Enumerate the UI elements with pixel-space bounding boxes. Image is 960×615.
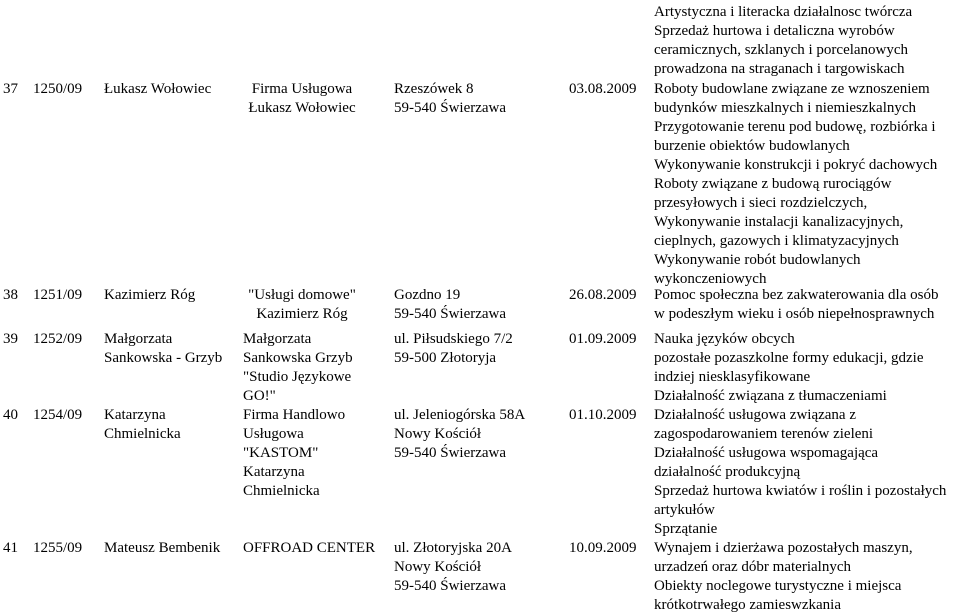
row-address: ul. Piłsudskiego 7/2 59-500 Złotoryja [394, 331, 513, 366]
row-activity: Pomoc społeczna bez zakwaterowania dla osób w podeszłym wieku i osób niepełnosprawnych [654, 287, 939, 322]
row-owner: Mateusz Bembenik [104, 540, 221, 556]
top-line: prowadzona na straganach i targowiskach [654, 61, 905, 77]
row-firm: Małgorzata Sankowska Grzyb "Studio Językowe GO!" [243, 331, 353, 404]
top-line: Sprzedaż hurtowa i detaliczna wyrobów [654, 23, 895, 39]
row-firm: Firma Handlowo Usługowa "KASTOM" Katarzyna Chmielnicka [243, 407, 346, 499]
row-firm: "Usługi domowe" Kazimierz Róg [248, 287, 356, 322]
row-owner: Katarzyna Chmielnicka [104, 407, 181, 442]
row-firm: OFFROAD CENTER [243, 540, 376, 556]
row-nr: 1255/09 [33, 540, 83, 556]
row-lp: 41 [3, 540, 18, 556]
row-nr: 1254/09 [33, 407, 83, 423]
top-line: Artystyczna i literacka działalnosc twórcza [654, 4, 913, 20]
row-activity: Wynajem i dzierżawa pozostałych maszyn, urzadzeń oraz dóbr materialnych Obiekty noclegowe turystyczne i miejsca krótkotrwałego zamieswzkania [654, 540, 913, 613]
row-date: 01.09.2009 [569, 331, 637, 347]
row-address: Rzeszówek 8 59-540 Świerzawa [394, 81, 507, 116]
row-lp: 40 [3, 407, 18, 423]
row-firm: Firma Usługowa Łukasz Wołowiec [248, 81, 356, 116]
row-owner: Łukasz Wołowiec [104, 81, 212, 97]
row-owner: Małgorzata Sankowska - Grzyb [104, 331, 223, 366]
row-nr: 1250/09 [33, 81, 83, 97]
row-address: Gozdno 19 59-540 Świerzawa [394, 287, 507, 322]
row-date: 26.08.2009 [569, 287, 637, 303]
row-date: 01.10.2009 [569, 407, 637, 423]
row-date: 10.09.2009 [569, 540, 637, 556]
row-lp: 37 [3, 81, 18, 97]
top-line: ceramicznych, szklanych i porcelanowych [654, 42, 909, 58]
row-owner: Kazimierz Róg [104, 287, 196, 303]
row-address: ul. Jeleniogórska 58A Nowy Kościół 59-540 Świerzawa [394, 407, 526, 461]
top-activity-text [654, 3, 912, 79]
row-address: ul. Złotoryjska 20A Nowy Kościół 59-540 Świerzawa [394, 540, 512, 594]
row-nr: 1251/09 [33, 287, 83, 303]
row-date: 03.08.2009 [569, 81, 637, 97]
row-lp: 39 [3, 331, 18, 347]
row-lp: 38 [3, 287, 18, 303]
row-activity: Nauka języków obcych pozostałe pozaszkolne formy edukacji, gdzie indziej niesklasyfikowane Działalność związana z tłumaczeniami [654, 331, 924, 404]
row-nr: 1252/09 [33, 331, 83, 347]
row-activity: Działalność usługowa związana z zagospodarowaniem terenów zieleni Działalność usługowa wspomagająca działalność produkcyjną Sprzedaż hurtowa kwiatów i roślin i pozostałych artykułów Sprzątanie [654, 407, 947, 537]
row-activity: Roboty budowlane związane ze wznoszeniem budynków mieszkalnych i niemieszkalnych Przygotowanie terenu pod budowę, rozbiórka i burzenie obiektów budowlanych Wykonywanie konstrukcji i pokryć dachowych Roboty związane z budową rurociągów przesyłowych i sieci rozdzielczych, Wykonywanie instalacji kanalizacyjnych, cieplnych, gazowych i klimatyzacyjnych Wykonywanie robót budowlanych wykonczeniowych [654, 81, 938, 287]
